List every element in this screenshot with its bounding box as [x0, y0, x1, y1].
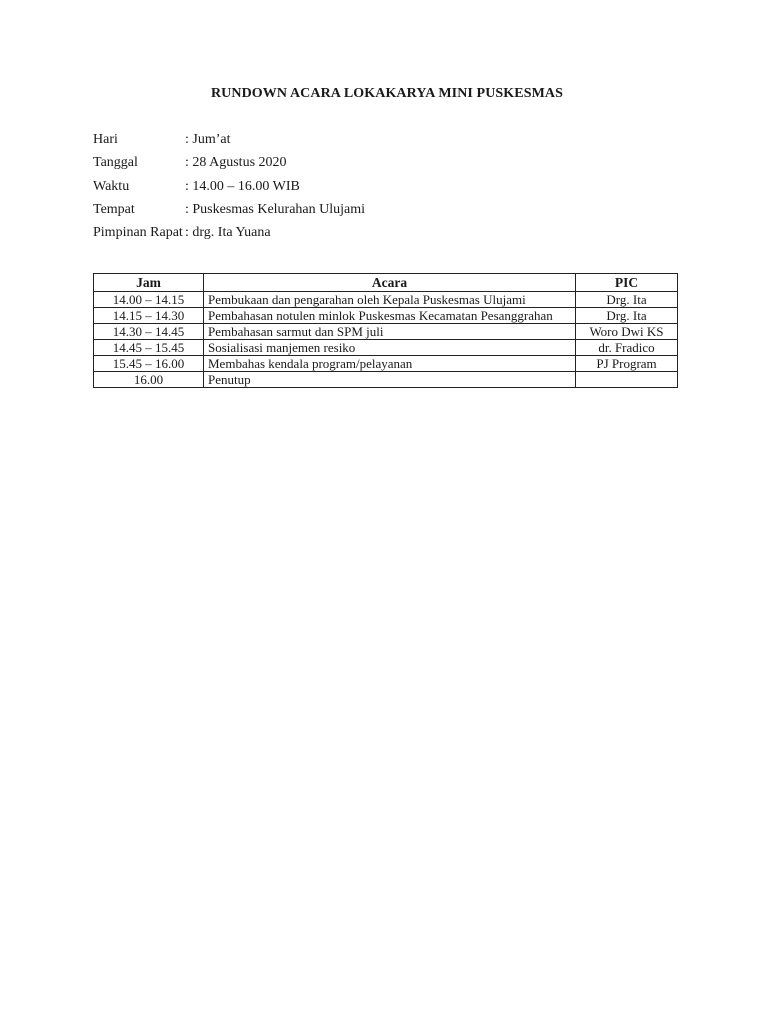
- table-row: [94, 324, 678, 340]
- cell-pic: Drg. Ita: [576, 308, 678, 324]
- info-value: : 28 Agustus 2020: [185, 155, 287, 171]
- cell-jam: 15.45 – 16.00: [94, 356, 204, 372]
- info-label: Tempat: [93, 201, 135, 217]
- table-row: [94, 292, 678, 308]
- cell-jam: 16.00: [94, 372, 204, 388]
- info-label: Tanggal: [93, 155, 138, 171]
- cell-pic: [576, 372, 678, 388]
- info-value: : Puskesmas Kelurahan Ulujami: [185, 201, 366, 217]
- cell-acara: Sosialisasi manjemen resiko: [204, 340, 576, 356]
- cell-acara: Pembukaan dan pengarahan oleh Kepala Puskesmas Ulujami: [204, 292, 576, 308]
- cell-pic: dr. Fradico: [576, 340, 678, 356]
- info-value: : Jum’at: [185, 132, 231, 147]
- cell-jam: 14.30 – 14.45: [94, 324, 204, 340]
- header-jam: Jam: [94, 274, 204, 292]
- cell-jam: 14.00 – 14.15: [94, 292, 204, 308]
- table-row: [94, 308, 678, 324]
- table-row: [94, 372, 678, 388]
- info-value: : drg. Ita Yuana: [185, 225, 271, 241]
- rundown-table: [93, 273, 678, 388]
- table-row: [94, 356, 678, 372]
- document-title: RUNDOWN ACARA LOKAKARYA MINI PUSKESMAS: [210, 86, 564, 101]
- cell-pic: PJ Program: [576, 356, 678, 372]
- table-row: [94, 340, 678, 356]
- info-value: : 14.00 – 16.00 WIB: [185, 178, 300, 194]
- header-pic: PIC: [576, 274, 678, 292]
- cell-acara: Pembahasan notulen minlok Puskesmas Kecamatan Pesanggrahan: [204, 308, 576, 324]
- cell-jam: 14.15 – 14.30: [94, 308, 204, 324]
- cell-acara: Penutup: [204, 372, 576, 388]
- header-acara: Acara: [204, 274, 576, 292]
- cell-pic: Woro Dwi KS: [576, 324, 678, 340]
- cell-acara: Pembahasan sarmut dan SPM juli: [204, 324, 576, 340]
- cell-jam: 14.45 – 15.45: [94, 340, 204, 356]
- info-label: Hari: [93, 132, 118, 147]
- cell-pic: Drg. Ita: [576, 292, 678, 308]
- cell-acara: Membahas kendala program/pelayanan: [204, 356, 576, 372]
- table-header-row: [94, 274, 678, 292]
- info-label: Waktu: [93, 178, 130, 194]
- info-label: Pimpinan Rapat: [93, 225, 183, 241]
